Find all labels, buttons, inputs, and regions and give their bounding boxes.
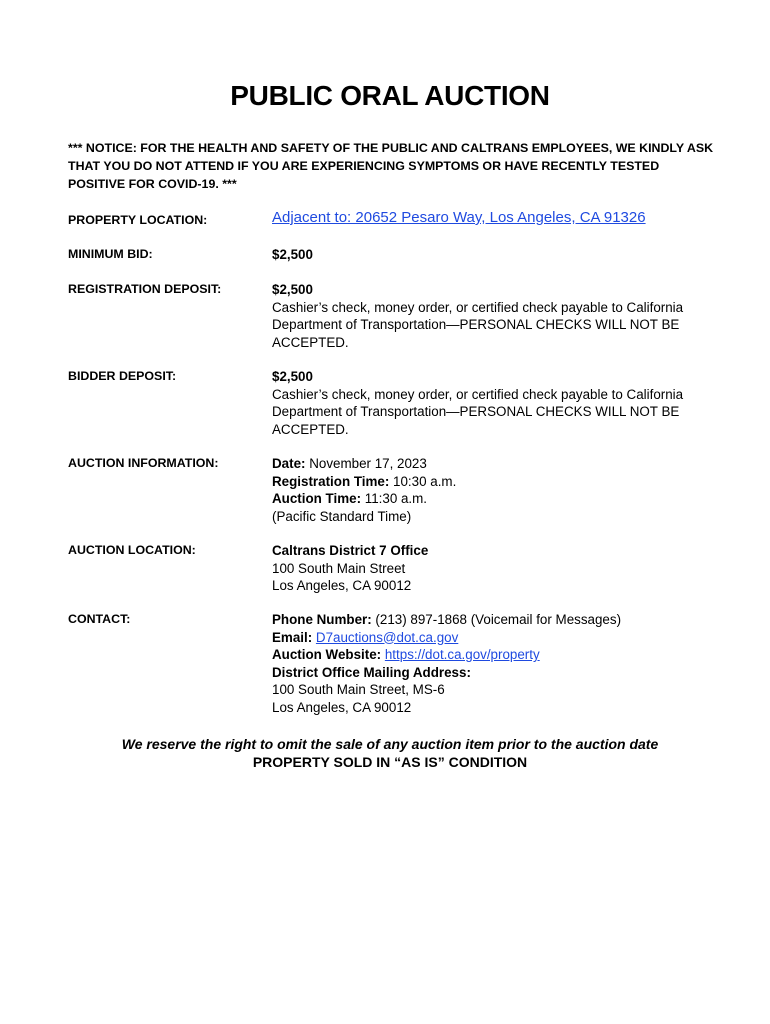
mailing-street: 100 South Main Street, MS-6	[272, 682, 445, 697]
auction-time-line	[272, 490, 728, 508]
covid-notice: *** NOTICE: FOR THE HEALTH AND SAFETY OF THE PUBLIC AND CALTRANS EMPLOYEES, WE KINDLY ASK THAT YOU DO NOT ATTEND IF YOU ARE EXPERIENCING SYMPTOMS OR HAVE RECENTLY TESTED POSITIVE FOR COVID-19. ***	[68, 141, 714, 191]
registration-deposit-amount: $2,500	[272, 282, 313, 297]
auction-location-label: AUCTION LOCATION:	[68, 543, 196, 557]
auction-location-city: Los Angeles, CA 90012	[272, 578, 412, 593]
contact-label: CONTACT:	[68, 612, 131, 626]
website-line	[272, 646, 728, 664]
phone-label: Phone Number:	[272, 612, 372, 627]
email-link[interactable]: D7auctions@dot.ca.gov	[315, 629, 459, 645]
auction-date-value: November 17, 2023	[305, 456, 427, 471]
auction-location-value	[272, 542, 728, 595]
auction-information-label: AUCTION INFORMATION:	[68, 456, 219, 470]
mailing-city: Los Angeles, CA 90012	[272, 699, 412, 715]
minimum-bid-value: $2,500	[272, 247, 313, 262]
mailing-address-label: District Office Mailing Address:	[272, 664, 471, 680]
auction-location-street: 100 South Main Street	[272, 560, 406, 576]
registration-time-value: 10:30 a.m.	[389, 473, 457, 489]
bidder-deposit-amount: $2,500	[272, 369, 313, 384]
email-label: Email:	[272, 629, 313, 645]
property-location-link[interactable]: Adjacent to: 20652 Pesaro Way, Los Angeles, CA 91326	[272, 209, 646, 226]
property-location-label: PROPERTY LOCATION:	[68, 213, 208, 227]
email-line	[272, 629, 728, 647]
auction-date-line	[272, 455, 728, 473]
registration-deposit-text: Cashier’s check, money order, or certified check payable to California Department of Transportation—PERSONAL CHECKS WILL NOT BE ACCEPTED.	[272, 299, 684, 350]
phone-value: (213) 897-1868 (Voicemail for Messages)	[371, 612, 622, 627]
registration-time-label: Registration Time:	[272, 473, 390, 489]
footer-reserve-right: We reserve the right to omit the sale of any auction item prior to the auction date	[121, 736, 659, 752]
bidder-deposit-label: BIDDER DEPOSIT:	[68, 369, 177, 383]
bidder-deposit-value	[272, 368, 728, 438]
auction-location-name: Caltrans District 7 Office	[272, 543, 429, 558]
property-location-value	[272, 209, 728, 227]
auction-time-value: 11:30 a.m.	[361, 491, 428, 506]
phone-line	[272, 611, 728, 629]
auction-time-label: Auction Time:	[272, 491, 362, 506]
minimum-bid-value-wrap	[272, 246, 728, 264]
website-label: Auction Website:	[272, 647, 382, 662]
footer-disclaimer	[0, 735, 770, 771]
website-link[interactable]: https://dot.ca.gov/property	[384, 647, 540, 662]
bidder-deposit-text: Cashier’s check, money order, or certified check payable to California Department of Transportation—PERSONAL CHECKS WILL NOT BE ACCEPTED.	[272, 386, 684, 437]
registration-deposit-label: REGISTRATION DEPOSIT:	[68, 282, 222, 296]
auction-date-label: Date:	[272, 456, 306, 471]
page-title: PUBLIC ORAL AUCTION	[230, 80, 550, 111]
auction-information-value	[272, 455, 728, 525]
footer-as-is: PROPERTY SOLD IN “AS IS” CONDITION	[252, 754, 528, 770]
registration-time-line	[272, 473, 728, 491]
minimum-bid-label: MINIMUM BID:	[68, 247, 153, 261]
registration-deposit-value	[272, 281, 728, 351]
timezone-note: (Pacific Standard Time)	[272, 508, 412, 524]
contact-value	[272, 611, 728, 716]
